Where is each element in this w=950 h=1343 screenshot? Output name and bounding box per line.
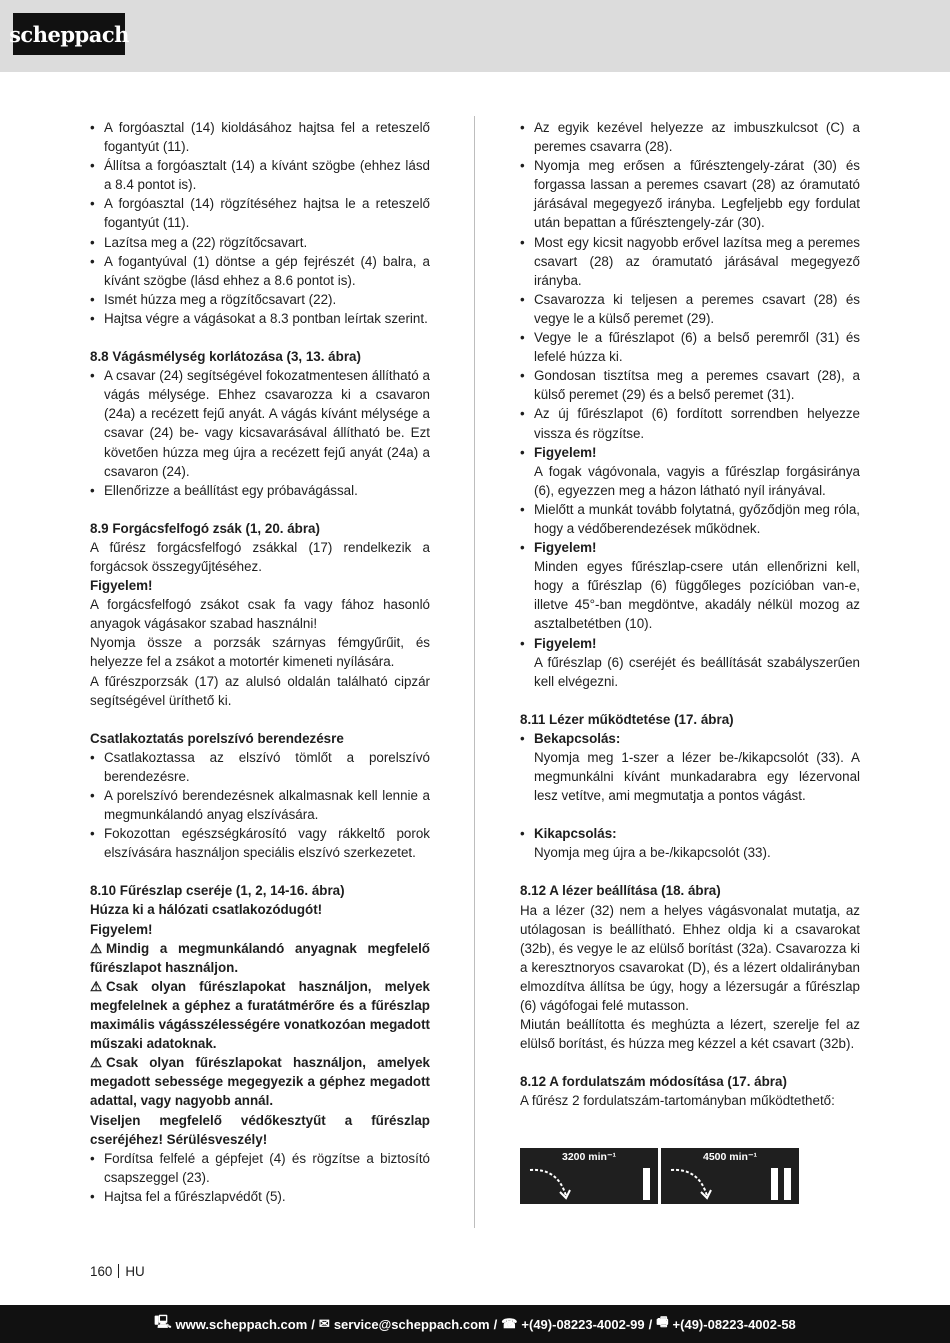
paragraph: Nyomja össze a porzsák szárnyas fémgyűrűit, és helyezze fel a zsákot a motortér kimeneti nyílására. — [90, 635, 430, 670]
laser-off-list — [520, 824, 860, 862]
paragraph: Ha a lézer (32) nem a helyes vágásvonalat mutatja, az utólagosan is beállítható. Ehhez oldja ki a csavarokat (32b), és vegye le az elülső borítást (32a). Csavarozza ki a keresztnoryos csavarokat (D), és a lézert oldalirányban elmozdítva állítsa be úgy, hogy a lézersugár a fűrészlap (6) vágófogai felé mutasson. — [520, 902, 860, 1014]
list-item: • A porelszívó berendezésnek alkalmasnak kell lennie a megmunkálandó anyag elszívására. — [90, 786, 430, 824]
speed-level-mark — [784, 1168, 791, 1200]
section-heading-8-11: 8.11 Lézer működtetése (17. ábra) — [520, 711, 734, 727]
speed-range-low — [520, 1148, 658, 1204]
warning-text: A fogak vágóvonala, vagyis a fűrészlap forgásiránya (6), egyezzen meg a házon látható nyíl irányával. — [534, 463, 860, 498]
speed-level-mark — [643, 1168, 650, 1200]
warning-label: Figyelem! — [90, 921, 153, 937]
paragraph: Miután beállította és meghúzta a lézert, szerelje fel az elülső borítást, és húzza meg kézzel a két csavart (32b). — [520, 1017, 860, 1052]
tilt-steps-list — [90, 118, 430, 328]
warning-label: Figyelem! — [534, 444, 597, 460]
fax-icon: 🖷 — [656, 1314, 669, 1329]
list-item: • Fordítsa felfelé a gépfejet (4) és rögzítse a biztosító csapszeggel (23). — [90, 1149, 430, 1187]
speed-selector-figure — [520, 1148, 799, 1204]
paragraph: A fűrészporzsák (17) az alulsó oldalán található cipzár segítségével üríthető ki. — [90, 673, 430, 708]
list-item: • Lazítsa meg a (22) rögzítőcsavart. — [90, 233, 430, 252]
speed-level-marks — [771, 1168, 791, 1200]
page-number-value: 160 — [90, 1264, 113, 1279]
list-item: • A csavar (24) segítségével fokozatmentesen állítható a vágás mélysége. Ehhez csavarozza ki a csavaron (24a) a recézett fejű anyát. A vágás kívánt mélysége a csavar (24) be- vagy kicsavarásával állítható be. Ezt követően húzza meg újra a recézett fejű anyát (24a) a csavaron (24). — [90, 366, 430, 481]
section-heading-8-12-laser: 8.12 A lézer beállítása (18. ábra) — [520, 883, 721, 899]
speed-level-marks — [643, 1168, 650, 1200]
list-item: • Az egyik kezével helyezze az imbuszkulcsot (C) a peremes csavarra (28). — [520, 118, 860, 156]
phone-number: +(49)-08223-4002-99 — [521, 1316, 645, 1332]
warning-label: Figyelem! — [534, 635, 597, 651]
warning-triangle-icon: ⚠ — [90, 940, 103, 956]
list-item — [520, 824, 860, 862]
website-link[interactable]: www.scheppach.com — [175, 1316, 308, 1332]
speed-label: 4500 min⁻¹ — [703, 1151, 757, 1163]
section-heading-8-8: 8.8 Vágásmélység korlátozása (3, 13. ábra) — [90, 349, 361, 365]
fax-number: +(49)-08223-4002-58 — [672, 1316, 796, 1332]
list-item: • Vegye le a fűrészlapot (6) a belső peremről (31) és lefelé húzza ki. — [520, 328, 860, 366]
list-item: • Gondosan tisztítsa meg a peremes csavart (28), a külső peremet (29) és a belső peremet (31). — [520, 366, 860, 404]
warning-paragraph: ⚠ Mindig a megmunkálandó anyagnak megfelelő fűrészlapot használjon. — [90, 940, 430, 975]
warning-label: Figyelem! — [90, 578, 153, 594]
rotation-arrow-icon — [524, 1162, 584, 1202]
switch-on-text: Nyomja meg 1-szer a lézer be-/kikapcsolót (33). A megmunkálni kívánt munkadarabra egy lézervonal lesz vetítve, ami megmutatja a pontos vágást. — [534, 750, 860, 804]
scheppach-logo — [9, 13, 129, 55]
list-item: • Ismét húzza meg a rögzítőcsavart (22). — [90, 290, 430, 309]
warning-triangle-icon: ⚠ — [90, 978, 103, 994]
switch-on-label: Bekapcsolás: — [534, 730, 621, 746]
list-item: • Csavarozza ki teljesen a peremes csavart (28) és vegye le a külső peremet (29). — [520, 290, 860, 328]
list-item: • A forgóasztal (14) rögzítéséhez hajtsa le a reteszelő fogantyút (11). — [90, 194, 430, 232]
warning-label: Figyelem! — [534, 540, 597, 556]
rotation-arrow-icon — [665, 1162, 725, 1202]
list-item: • Hajtsa fel a fűrészlapvédőt (5). — [90, 1187, 430, 1206]
list-item: • Ellenőrizze a beállítást egy próbavágással. — [90, 481, 430, 500]
list-item: • A forgóasztal (14) kioldásához hajtsa fel a reteszelő fogantyút (11). — [90, 118, 430, 156]
blade-change-list — [90, 1149, 430, 1206]
list-item: • Nyomja meg erősen a fűrésztengely-zárat (30) és forgassa lassan a peremes csavart (28) az óramutató járásával megegyező irányba. Legfeljebb egy fordulat után bepattan a fűrésztengely-zár (30). — [520, 156, 860, 232]
gloves-warning: Viseljen megfelelő védőkesztyűt a fűrészlap cseréjéhez! Sérülésveszély! — [90, 1112, 430, 1147]
list-item: • A fogantyúval (1) döntse a gép fejrészét (4) balra, a kívánt szögbe (lásd ehhez a 8.6 pontot is). — [90, 252, 430, 290]
speed-range-high — [661, 1148, 799, 1204]
logo-text: scheppach — [9, 21, 129, 47]
footer-separator: / — [493, 1316, 498, 1332]
speed-label: 3200 min⁻¹ — [562, 1151, 616, 1163]
list-item — [520, 443, 860, 500]
list-item: • Hajtsa végre a vágásokat a 8.3 pontban leírtak szerint. — [90, 309, 430, 328]
mail-icon: ✉ — [318, 1316, 330, 1331]
paragraph: A fűrész 2 fordulatszám-tartományban működtethető: — [520, 1093, 835, 1109]
language-code: HU — [125, 1264, 145, 1279]
email-link[interactable]: service@scheppach.com — [333, 1316, 490, 1332]
list-item — [520, 634, 860, 691]
list-item — [520, 729, 860, 805]
warning-paragraph: ⚠ Csak olyan fűrészlapokat használjon, amelyek megadott sebessége megegyezik a géphez megadott adattal, vagy nagyobb annál. — [90, 1055, 430, 1109]
phone-icon: ☎ — [501, 1316, 518, 1331]
section-heading-8-9: 8.9 Forgácsfelfogó zsák (1, 20. ábra) — [90, 520, 320, 536]
paragraph: A forgácsfelfogó zsákot csak fa vagy fához hasonló anyagok vágásakor szabad használni! — [90, 597, 430, 632]
paragraph: A fűrész forgácsfelfogó zsákkal (17) rendelkezik a forgácsok összegyűjtéséhez. — [90, 539, 430, 574]
switch-off-text: Nyomja meg újra a be-/kikapcsolót (33). — [534, 845, 771, 861]
blade-change-steps-list — [520, 118, 860, 691]
page-footer — [0, 1305, 950, 1343]
right-column — [520, 118, 860, 1111]
speed-level-mark — [771, 1168, 778, 1200]
switch-off-label: Kikapcsolás: — [534, 826, 617, 842]
page-number — [90, 1264, 145, 1279]
warning-paragraph: ⚠ Csak olyan fűrészlapokat használjon, melyek megfelelnek a géphez a furatátmérőre és a fűrészlap maximális vágásszélességére vonatkozóan megadott műszaki adatoknak. — [90, 978, 430, 1052]
list-item: • Állítsa a forgóasztalt (14) a kívánt szögbe (ehhez lásd a 8.4 pontot is). — [90, 156, 430, 194]
unplug-warning: Húzza ki a hálózati csatlakozódugót! — [90, 902, 323, 918]
list-item — [520, 538, 860, 633]
list-item: • Az új fűrészlapot (6) fordított sorrendben helyezze vissza és rögzítse. — [520, 404, 860, 442]
warning-triangle-icon: ⚠ — [90, 1055, 103, 1071]
laser-operation-list — [520, 729, 860, 805]
list-item: • Most egy kicsit nagyobb erővel lazítsa meg a peremes csavart (28) az óramutató járásával megegyező irányba. — [520, 233, 860, 290]
page-header — [0, 0, 950, 72]
footer-separator: / — [311, 1316, 315, 1332]
section-heading-8-12-speed: 8.12 A fordulatszám módosítása (17. ábra) — [520, 1074, 787, 1090]
section-heading-dust-extraction: Csatlakoztatás porelszívó berendezésre — [90, 730, 344, 746]
warning-text: Minden egyes fűrészlap-csere után ellenőrizni kell, hogy a fűrészlap (6) függőleges pozícióban van-e, illetve 45°-ban megdöntve, akadály nélkül mozog az asztalbetétben (10). — [534, 559, 860, 632]
list-item: • Csatlakoztassa az elszívó tömlőt a porelszívó berendezésre. — [90, 748, 430, 786]
column-divider — [474, 116, 475, 1228]
footer-separator: / — [648, 1316, 653, 1332]
dust-extraction-list — [90, 748, 430, 863]
section-heading-8-10: 8.10 Fűrészlap cseréje (1, 2, 14-16. ábra) — [90, 883, 345, 899]
warning-text: A fűrészlap (6) cseréjét és beállítását szabályszerűen kell elvégezni. — [534, 654, 860, 689]
left-column — [90, 118, 430, 1206]
cut-depth-list — [90, 366, 430, 500]
computer-icon: 🖳 — [154, 1314, 172, 1329]
list-item: • Fokozottan egészségkárosító vagy rákkeltő porok elszívására használjon speciális elszívó szerkezetet. — [90, 824, 430, 862]
list-item: • Mielőtt a munkát tovább folytatná, győződjön meg róla, hogy a védőberendezések működnek. — [520, 500, 860, 538]
